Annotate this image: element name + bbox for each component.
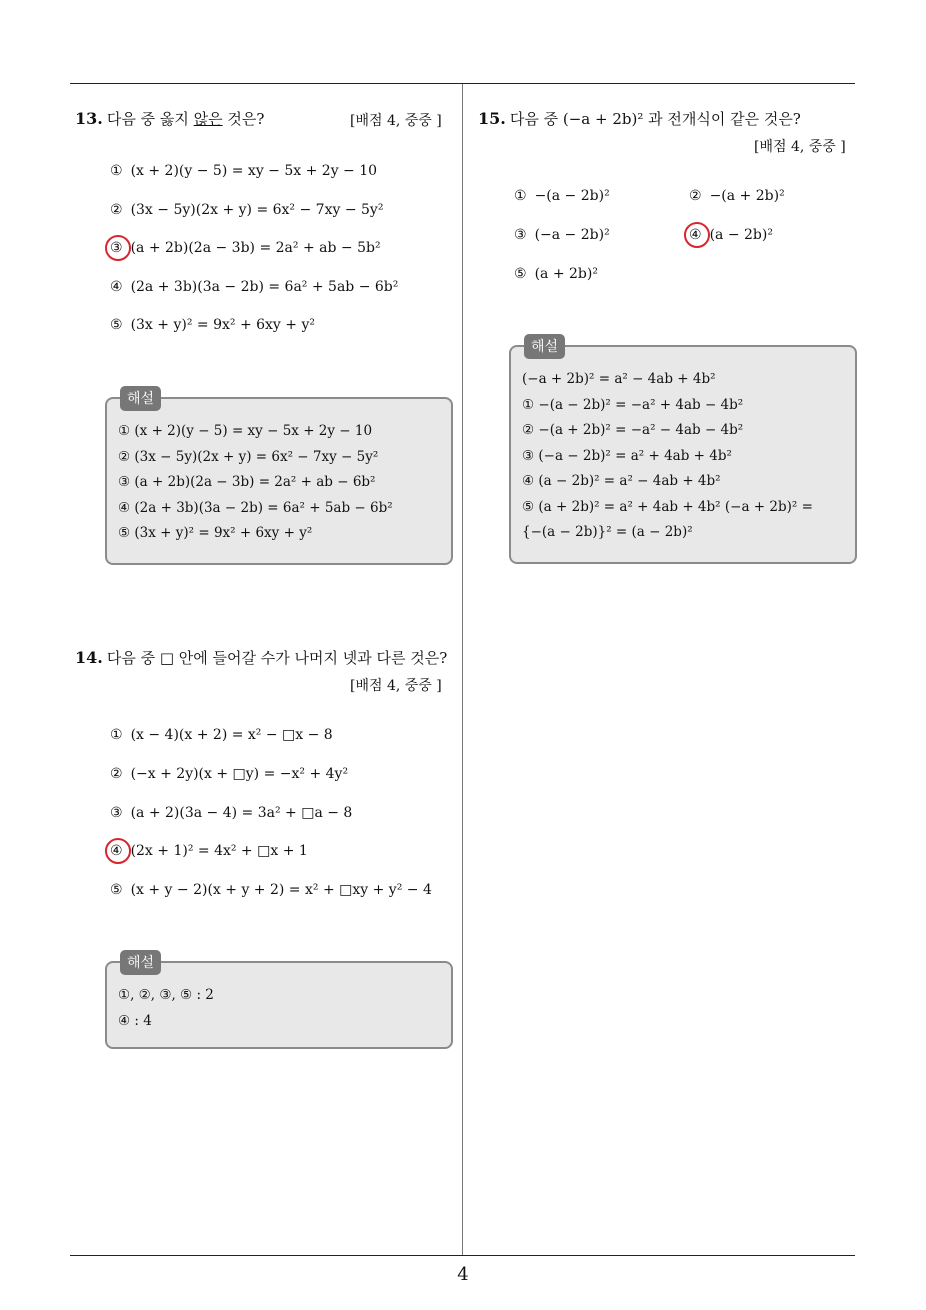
solution-line: ① −(a − 2b)² = −a² + 4ab − 4b² [522, 396, 744, 413]
option-marker: ② [110, 766, 123, 782]
option-marker: ① [110, 163, 123, 179]
option-marker: ② [689, 188, 702, 204]
solution-line: ③ (−a − 2b)² = a² + 4ab + 4b² [522, 447, 732, 464]
option-text: (a + 2b)(2a − 3b) = 2a² + ab − 5b² [130, 240, 381, 256]
solution-line: ① (x + 2)(y − 5) = xy − 5x + 2y − 10 [118, 423, 373, 439]
solution-line: (−a + 2b)² = a² − 4ab + 4b² [522, 371, 716, 387]
q15-option-2[interactable] [689, 186, 785, 206]
option-marker: ① [110, 727, 123, 743]
solution-line: ⑤ (a + 2b)² = a² + 4ab + 4b² (−a + 2b)² = [522, 498, 813, 515]
option-text: (a + 2b)² [534, 266, 598, 282]
q15-solution-box [509, 339, 857, 564]
option-text: (3x − 5y)(2x + y) = 6x² − 7xy − 5y² [130, 202, 384, 218]
q15-number: 15. [478, 109, 506, 128]
q14-heading [75, 647, 447, 669]
solution-label: 해설 [120, 950, 161, 975]
answer-circle-mark [684, 222, 710, 248]
option-marker: ④ [110, 279, 123, 295]
q15-option-5[interactable] [514, 264, 598, 284]
option-text: −(a + 2b)² [709, 188, 785, 204]
option-text: (x + 2)(y − 5) = xy − 5x + 2y − 10 [130, 163, 378, 179]
solution-line: ①, ②, ③, ⑤ : 2 [118, 987, 214, 1003]
solution-lines [522, 367, 813, 546]
q14-solution-box [105, 955, 453, 1049]
solution-line: ② −(a + 2b)² = −a² − 4ab − 4b² [522, 422, 744, 438]
q15-text: 다음 중 (−a + 2b)² 과 전개식이 같은 것은? [509, 110, 801, 128]
option-text: (−a − 2b)² [534, 227, 610, 243]
q13-underlined: 않은 [193, 110, 223, 128]
solution-label: 해설 [524, 334, 565, 359]
q14-number: 14. [75, 648, 103, 667]
option-text: (3x + y)² = 9x² + 6xy + y² [130, 317, 315, 333]
option-marker: ③ [110, 240, 123, 256]
option-marker: ① [514, 188, 527, 204]
q13-option-5[interactable] [110, 315, 315, 335]
answer-circle-mark [105, 235, 131, 261]
q14-option-3[interactable] [110, 803, 352, 823]
q13-heading [75, 108, 264, 130]
solution-line: {−(a − 2b)}² = (a − 2b)² [522, 524, 693, 540]
q14-option-1[interactable] [110, 725, 333, 745]
option-marker: ③ [514, 227, 527, 243]
option-text: (−x + 2y)(x + □y) = −x² + 4y² [130, 766, 349, 782]
q15-heading [478, 108, 801, 130]
q15-meta: [배점 4, 중중 ] [754, 139, 846, 155]
solution-line: ④ (a − 2b)² = a² − 4ab + 4b² [522, 473, 721, 489]
q14-meta: [배점 4, 중중 ] [350, 678, 442, 694]
bottom-rule [70, 1255, 855, 1256]
option-text: (x − 4)(x + 2) = x² − □x − 8 [130, 727, 333, 743]
q13-text-after: 것은? [222, 110, 265, 128]
option-marker: ⑤ [110, 882, 123, 898]
q14-option-4[interactable] [110, 841, 308, 861]
solution-line: ④ : 4 [118, 1012, 152, 1029]
solution-line: ⑤ (3x + y)² = 9x² + 6xy + y² [118, 525, 313, 541]
option-marker: ③ [110, 805, 123, 821]
option-text: (a − 2b)² [709, 227, 773, 243]
q13-number: 13. [75, 109, 103, 128]
option-text: (2x + 1)² = 4x² + □x + 1 [130, 843, 308, 859]
q13-text-before: 다음 중 옳지 [106, 110, 194, 128]
solution-lines [118, 983, 214, 1034]
option-text: (a + 2)(3a − 4) = 3a² + □a − 8 [130, 805, 353, 821]
q14-option-5[interactable] [110, 880, 432, 900]
q13-option-1[interactable] [110, 161, 377, 181]
solution-line: ② (3x − 5y)(2x + y) = 6x² − 7xy − 5y² [118, 448, 379, 465]
page-number: 4 [457, 1264, 469, 1285]
solution-line: ④ (2a + 3b)(3a − 2b) = 6a² + 5ab − 6b² [118, 499, 393, 516]
option-text: (2a + 3b)(3a − 2b) = 6a² + 5ab − 6b² [130, 279, 399, 295]
option-marker: ② [110, 202, 123, 218]
q15-option-3[interactable] [514, 225, 610, 245]
q13-meta: [배점 4, 중중 ] [350, 113, 442, 129]
option-text: (x + y − 2)(x + y + 2) = x² + □xy + y² − 4 [130, 882, 432, 898]
solution-line: ③ (a + 2b)(2a − 3b) = 2a² + ab − 6b² [118, 474, 376, 490]
q13-option-3[interactable] [110, 238, 381, 258]
option-text: −(a − 2b)² [534, 188, 610, 204]
column-divider [462, 84, 463, 1256]
q13-option-2[interactable] [110, 200, 383, 220]
q13-option-4[interactable] [110, 277, 398, 297]
option-marker: ⑤ [110, 317, 123, 333]
q15-option-1[interactable] [514, 186, 610, 206]
q13-solution-box [105, 391, 453, 565]
q14-option-2[interactable] [110, 764, 348, 784]
option-marker: ⑤ [514, 266, 527, 282]
answer-circle-mark [105, 838, 131, 864]
option-marker: ④ [110, 843, 123, 859]
solution-label: 해설 [120, 386, 161, 411]
solution-lines [118, 419, 393, 547]
option-marker: ④ [689, 227, 702, 243]
q14-text: 다음 중 □ 안에 들어갈 수가 나머지 넷과 다른 것은? [106, 649, 448, 667]
